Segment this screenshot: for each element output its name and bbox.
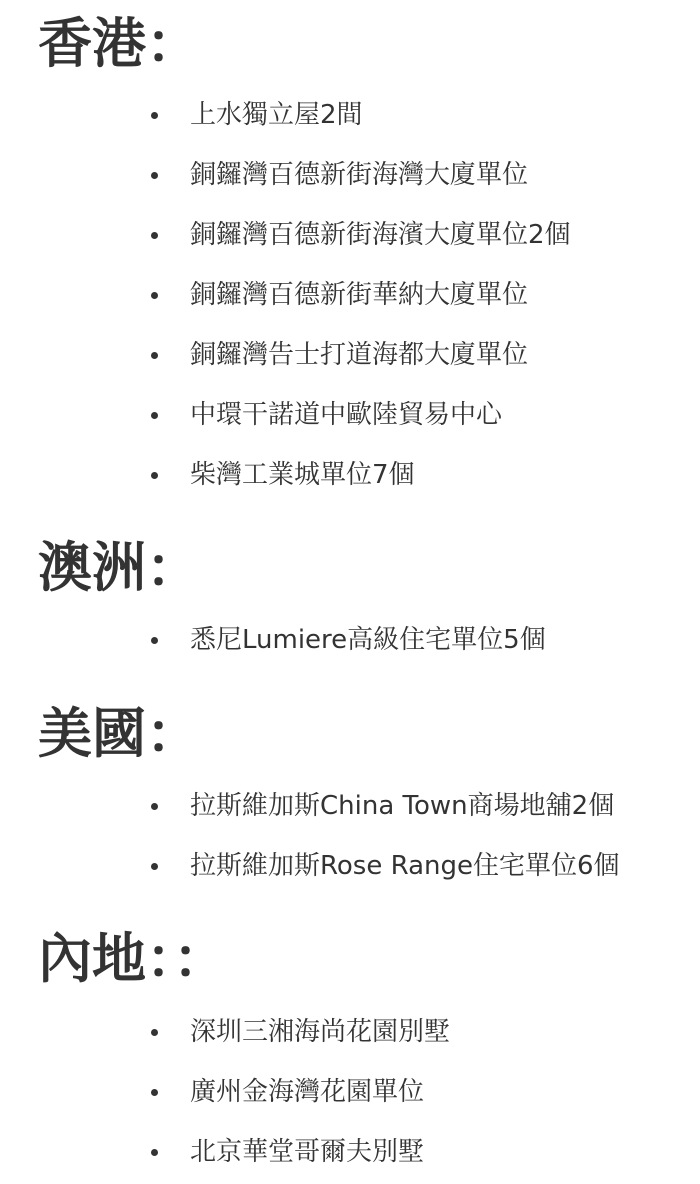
list-item: 深圳三湘海尚花園別墅 (0, 1002, 700, 1062)
list-item: 柴灣工業城單位7個 (0, 445, 700, 505)
list-item: 上水獨立屋2間 (0, 85, 700, 145)
section-heading-australia: 澳洲： (38, 536, 200, 599)
section-heading-mainland: 內地：： (38, 927, 227, 990)
section-list-australia (0, 610, 700, 670)
section-list-usa (0, 776, 700, 896)
section-heading-usa: 美國： (38, 702, 200, 765)
list-item: 銅鑼灣百德新街海灣大廈單位 (0, 145, 700, 205)
list-item: 悉尼Lumiere高級住宅單位5個 (0, 610, 700, 670)
list-item: 拉斯維加斯Rose Range住宅單位6個 (0, 836, 700, 896)
list-item: 銅鑼灣告士打道海都大廈單位 (0, 325, 700, 385)
section-heading-hong-kong: 香港： (38, 12, 200, 75)
list-item: 廣州金海灣花園單位 (0, 1062, 700, 1122)
list-item: 北京華堂哥爾夫別墅 (0, 1122, 700, 1182)
list-item: 中環干諾道中歐陸貿易中心 (0, 385, 700, 445)
section-list-mainland (0, 1002, 700, 1182)
section-list-hong-kong (0, 85, 700, 505)
list-item: 拉斯維加斯China Town商場地舖2個 (0, 776, 700, 836)
list-item: 銅鑼灣百德新街海濱大廈單位2個 (0, 205, 700, 265)
list-item: 銅鑼灣百德新街華納大廈單位 (0, 265, 700, 325)
